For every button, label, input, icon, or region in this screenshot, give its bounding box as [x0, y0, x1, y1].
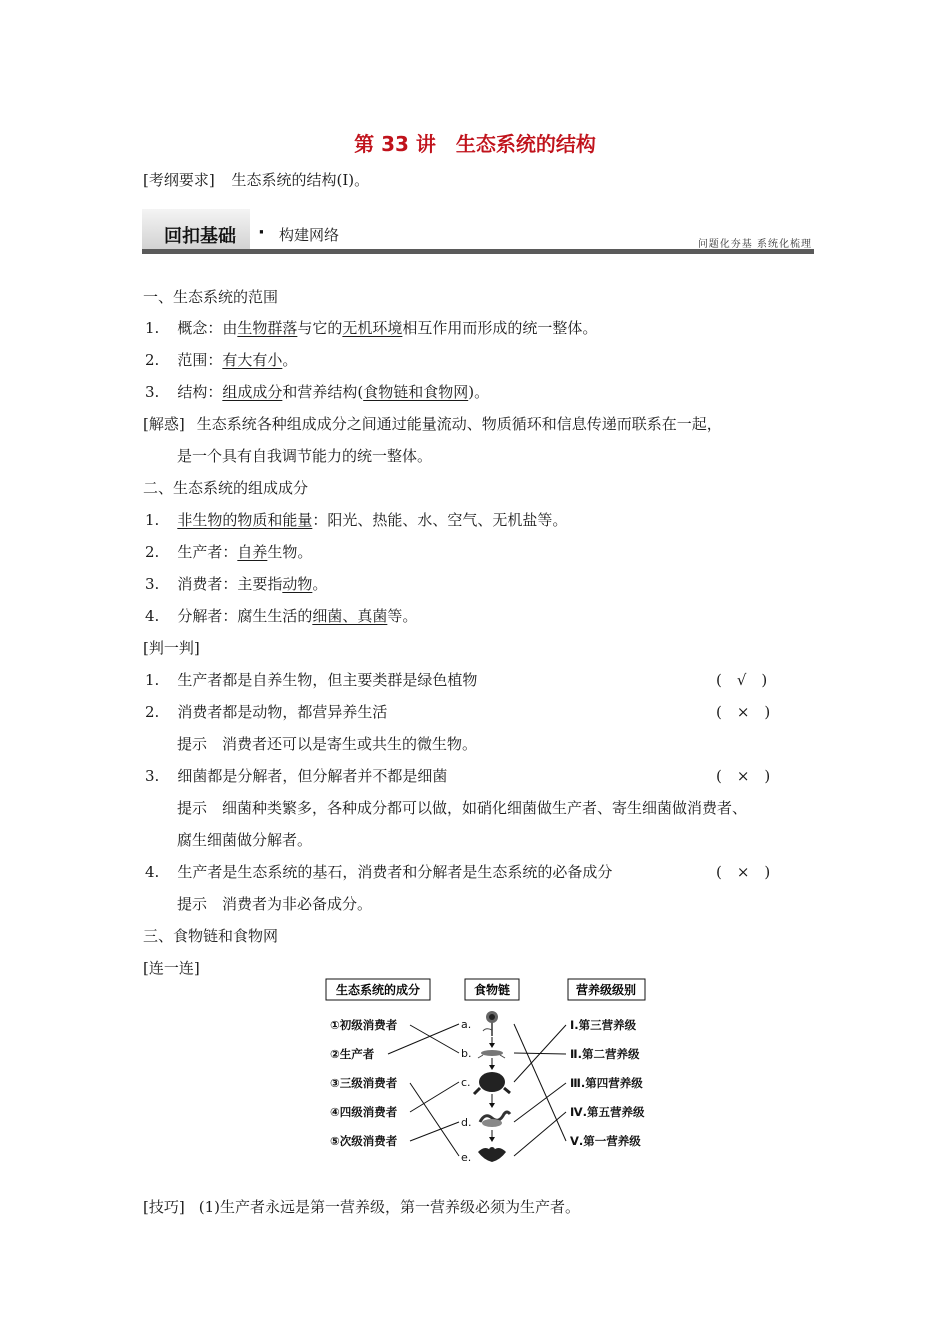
right-label-4: Ⅳ.第五营养级 — [570, 1105, 645, 1119]
connector-line — [410, 1083, 459, 1156]
left-label-5: ⑤次级消费者 — [330, 1134, 398, 1148]
connector-line — [514, 1024, 566, 1141]
link-label: [连一连] — [143, 959, 200, 977]
mid-label-a: a. — [461, 1018, 472, 1031]
connector-line — [388, 1024, 459, 1054]
organism-e-eagle-icon — [478, 1147, 506, 1162]
arrowhead-icon — [489, 1137, 495, 1142]
mid-label-d: d. — [461, 1116, 472, 1129]
mid-label-b: b. — [461, 1047, 472, 1060]
organism-c-frog-icon — [474, 1072, 510, 1094]
judge-q3-mark: ( × ) — [716, 767, 771, 785]
food-chain-diagram — [320, 976, 660, 1176]
organism-d-snake-icon — [480, 1112, 510, 1127]
organism-b-grasshopper-icon — [478, 1050, 505, 1058]
section-banner — [142, 209, 814, 255]
requirement-label: [考纲要求] — [143, 171, 215, 189]
requirement — [143, 170, 369, 190]
left-label-1: ①初级消费者 — [330, 1018, 398, 1032]
left-label-4: ④四级消费者 — [330, 1105, 398, 1119]
section3-heading: 三、食物链和食物网 — [143, 927, 279, 945]
connector-line — [410, 1082, 459, 1112]
requirement-text: 生态系统的结构(Ⅰ)。 — [231, 171, 370, 189]
connector-line — [514, 1083, 566, 1122]
banner-dot: · — [258, 222, 265, 243]
s1-explain: [解惑] 生态系统各种组成成分之间通过能量流动、物质循环和信息传递而联系在一起， — [143, 415, 722, 433]
connector-line — [514, 1112, 566, 1156]
arrowhead-icon — [489, 1103, 495, 1108]
judge-label: [判一判] — [143, 639, 200, 657]
connector-line — [410, 1122, 459, 1141]
mid-label-c: c. — [461, 1076, 471, 1089]
judge-q3-hint1: 提示 细菌种类繁多，各种成分都可以做，如硝化细菌做生产者、寄生细菌做消费者、 — [177, 799, 748, 817]
section2-heading: 二、生态系统的组成成分 — [143, 479, 309, 497]
s1-item2: 2. 范围：有大有小。 — [145, 351, 298, 369]
judge-q1: 1. 生产者都是自养生物，但主要类群是绿色植物 — [145, 671, 478, 689]
s2-item3: 3. 消费者：主要指动物。 — [145, 575, 328, 593]
s2-item1: 1. 非生物的物质和能量：阳光、热能、水、空气、无机盐等。 — [145, 511, 568, 529]
mid-label-e: e. — [461, 1151, 472, 1164]
right-label-5: Ⅴ.第一营养级 — [570, 1134, 641, 1148]
organism-a-flower-icon — [483, 1011, 498, 1036]
header-right: 营养级级别 — [575, 983, 637, 997]
s1-explain-2: 是一个具有自我调节能力的统一整体。 — [177, 447, 433, 465]
banner-right: 问题化夯基 系统化梳理 — [697, 239, 812, 250]
header-mid: 食物链 — [473, 983, 511, 997]
page-title: 第 33 讲 生态系统的结构 — [354, 132, 596, 156]
right-label-1: Ⅰ.第三营养级 — [570, 1018, 637, 1032]
banner-main: 回扣基础 — [164, 226, 236, 247]
judge-q4: 4. 生产者是生态系统的基石，消费者和分解者是生态系统的必备成分 — [145, 863, 613, 881]
judge-q2-mark: ( × ) — [716, 703, 771, 721]
judge-q3-hint2: 腐生细菌做分解者。 — [177, 831, 313, 849]
s1-item3: 3. 结构：组成成分和营养结构(食物链和食物网)。 — [145, 383, 490, 401]
s1-item1: 1. 概念：由生物群落与它的无机环境相互作用而形成的统一整体。 — [145, 319, 598, 337]
tip: [技巧] (1)生产者永远是第一营养级，第一营养级必须为生产者。 — [143, 1198, 580, 1216]
judge-q2-hint: 提示 消费者还可以是寄生或共生的微生物。 — [177, 735, 478, 753]
connector-line — [410, 1025, 459, 1053]
s2-item4: 4. 分解者：腐生生活的细菌、真菌等。 — [145, 607, 418, 625]
judge-q4-mark: ( × ) — [716, 863, 771, 881]
judge-q4-hint: 提示 消费者为非必备成分。 — [177, 895, 373, 913]
right-label-3: Ⅲ.第四营养级 — [570, 1076, 643, 1090]
judge-q3: 3. 细菌都是分解者，但分解者并不都是细菌 — [145, 767, 448, 785]
right-label-2: Ⅱ.第二营养级 — [570, 1047, 640, 1061]
section1-heading: 一、生态系统的范围 — [143, 288, 279, 306]
header-left: 生态系统的成分 — [335, 983, 421, 997]
left-label-3: ③三级消费者 — [330, 1076, 398, 1090]
s2-item2: 2. 生产者：自养生物。 — [145, 543, 313, 561]
left-label-2: ②生产者 — [330, 1047, 375, 1061]
banner-sub: 构建网络 — [279, 226, 340, 244]
judge-q2: 2. 消费者都是动物，都营异养生活 — [145, 703, 388, 721]
judge-q1-mark: ( √ ) — [716, 671, 768, 689]
arrowhead-icon — [489, 1065, 495, 1070]
arrowhead-icon — [489, 1043, 495, 1048]
